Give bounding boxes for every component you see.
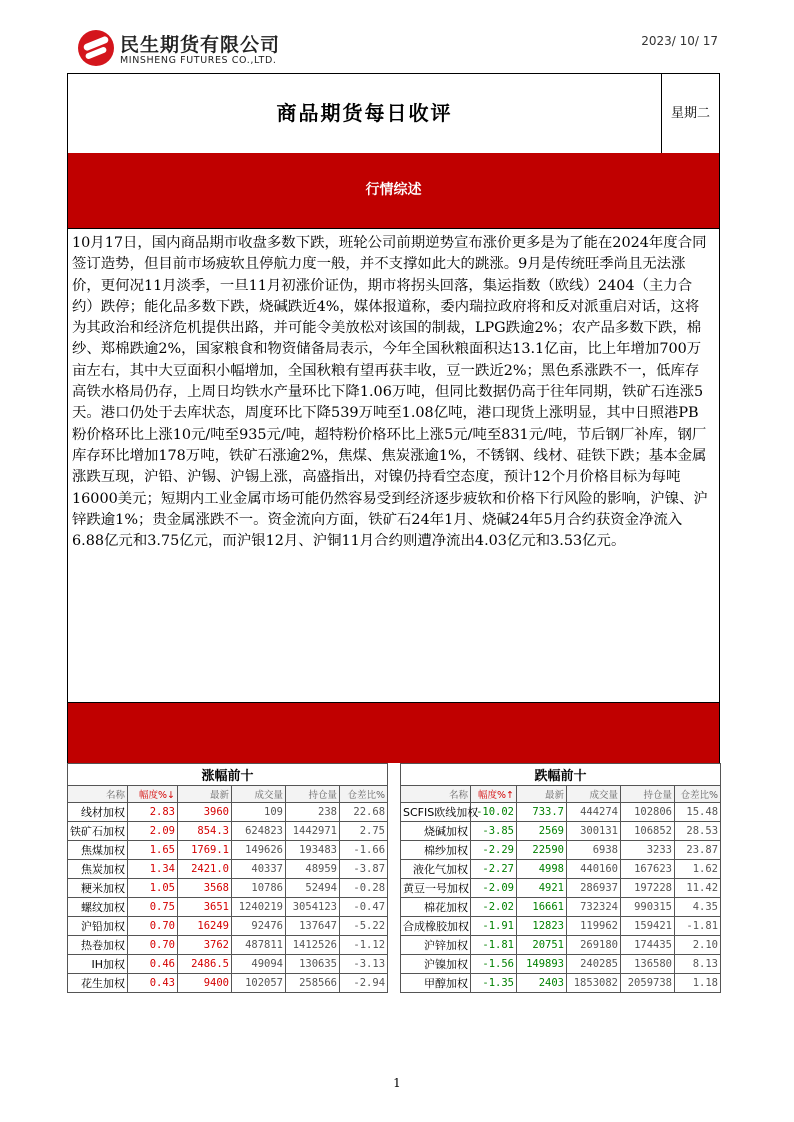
change-cell: -2.29	[471, 841, 517, 860]
volume-cell: 119962	[567, 917, 621, 936]
change-cell: -1.35	[471, 974, 517, 993]
volume-cell: 10786	[232, 879, 286, 898]
oi-cell: 1442971	[286, 822, 340, 841]
name-cell: IH加权	[68, 955, 128, 974]
section-title: 行情综述	[365, 182, 422, 198]
report-date: 2023/ 10/ 17	[641, 34, 718, 48]
change-cell: -10.02	[471, 803, 517, 822]
oi-ratio-cell: -2.94	[340, 974, 388, 993]
last-cell: 2486.5	[178, 955, 232, 974]
volume-cell: 1240219	[232, 898, 286, 917]
volume-cell: 40337	[232, 860, 286, 879]
name-cell: 沪铅加权	[68, 917, 128, 936]
table-row[interactable]	[401, 936, 721, 955]
oi-ratio-cell: 8.13	[675, 955, 721, 974]
oi-ratio-cell: -0.28	[340, 879, 388, 898]
volume-cell: 487811	[232, 936, 286, 955]
last-cell: 16661	[517, 898, 567, 917]
oi-ratio-cell: -1.81	[675, 917, 721, 936]
name-cell: 液化气加权	[401, 860, 471, 879]
column-header[interactable]: 仓差比%	[340, 786, 388, 803]
name-cell: 铁矿石加权	[68, 822, 128, 841]
volume-cell: 300131	[567, 822, 621, 841]
oi-cell: 106852	[621, 822, 675, 841]
oi-ratio-cell: -3.13	[340, 955, 388, 974]
table-row[interactable]	[68, 803, 388, 822]
oi-ratio-cell: 2.75	[340, 822, 388, 841]
change-cell: -1.81	[471, 936, 517, 955]
oi-cell: 3054123	[286, 898, 340, 917]
volume-cell: 6938	[567, 841, 621, 860]
change-cell: -2.27	[471, 860, 517, 879]
volume-cell: 440160	[567, 860, 621, 879]
last-cell: 3762	[178, 936, 232, 955]
gainers-table	[67, 763, 388, 993]
table-row[interactable]	[401, 917, 721, 936]
report-title: 商品期货每日收评	[68, 74, 662, 153]
oi-ratio-cell: -5.22	[340, 917, 388, 936]
change-cell: -1.91	[471, 917, 517, 936]
oi-cell: 159421	[621, 917, 675, 936]
last-cell: 149893	[517, 955, 567, 974]
company-name-cn: 民生期货有限公司	[120, 34, 281, 56]
volume-cell: 269180	[567, 936, 621, 955]
table-row[interactable]	[68, 917, 388, 936]
volume-cell: 240285	[567, 955, 621, 974]
table-row[interactable]	[401, 860, 721, 879]
change-cell: 1.65	[128, 841, 178, 860]
oi-cell: 193483	[286, 841, 340, 860]
volume-cell: 92476	[232, 917, 286, 936]
table-row[interactable]	[68, 974, 388, 993]
oi-cell: 102806	[621, 803, 675, 822]
table-row[interactable]	[68, 955, 388, 974]
page-number: 1	[393, 1076, 401, 1090]
company-name-en: MINSHENG FUTURES CO.,LTD.	[120, 55, 277, 66]
last-cell: 2403	[517, 974, 567, 993]
table-row[interactable]	[401, 955, 721, 974]
oi-cell: 174435	[621, 936, 675, 955]
oi-ratio-cell: -3.87	[340, 860, 388, 879]
company-logo	[78, 28, 318, 74]
change-cell: 2.83	[128, 803, 178, 822]
volume-cell: 149626	[232, 841, 286, 860]
oi-ratio-cell: -0.47	[340, 898, 388, 917]
oi-cell: 197228	[621, 879, 675, 898]
change-cell: 0.43	[128, 974, 178, 993]
oi-ratio-cell: 15.48	[675, 803, 721, 822]
last-cell: 16249	[178, 917, 232, 936]
last-cell: 4921	[517, 879, 567, 898]
title-row	[68, 74, 719, 154]
last-cell: 4998	[517, 860, 567, 879]
column-header[interactable]: 仓差比%	[675, 786, 721, 803]
oi-cell: 136580	[621, 955, 675, 974]
oi-cell: 130635	[286, 955, 340, 974]
name-cell: 合成橡胶加权	[401, 917, 471, 936]
weekday: 星期二	[670, 106, 710, 121]
change-cell: 1.05	[128, 879, 178, 898]
last-cell: 3651	[178, 898, 232, 917]
table-row[interactable]	[68, 841, 388, 860]
oi-ratio-cell: 4.35	[675, 898, 721, 917]
oi-cell: 3233	[621, 841, 675, 860]
name-cell: 烧碱加权	[401, 822, 471, 841]
volume-cell: 102057	[232, 974, 286, 993]
oi-cell: 1412526	[286, 936, 340, 955]
change-cell: 2.09	[128, 822, 178, 841]
name-cell: 粳米加权	[68, 879, 128, 898]
change-cell: -3.85	[471, 822, 517, 841]
table-row[interactable]	[401, 803, 721, 822]
change-cell: 0.70	[128, 917, 178, 936]
table-row[interactable]	[401, 822, 721, 841]
change-cell: -2.09	[471, 879, 517, 898]
oi-cell: 990315	[621, 898, 675, 917]
column-header[interactable]: 持仓量	[286, 786, 340, 803]
oi-ratio-cell: 23.87	[675, 841, 721, 860]
oi-ratio-cell: 1.62	[675, 860, 721, 879]
column-header[interactable]: 成交量	[232, 786, 286, 803]
last-cell: 22590	[517, 841, 567, 860]
last-cell: 2421.0	[178, 860, 232, 879]
losers-table	[400, 763, 721, 993]
oi-cell: 137647	[286, 917, 340, 936]
volume-cell: 109	[232, 803, 286, 822]
oi-cell: 258566	[286, 974, 340, 993]
table-row[interactable]	[401, 841, 721, 860]
volume-cell: 286937	[567, 879, 621, 898]
column-header[interactable]: 持仓量	[621, 786, 675, 803]
volume-cell: 732324	[567, 898, 621, 917]
oi-ratio-cell: 1.18	[675, 974, 721, 993]
column-header[interactable]: 成交量	[567, 786, 621, 803]
volume-cell: 1853082	[567, 974, 621, 993]
table-row[interactable]	[68, 860, 388, 879]
change-cell: 0.75	[128, 898, 178, 917]
table-row[interactable]	[68, 822, 388, 841]
name-cell: 棉花加权	[401, 898, 471, 917]
table-row[interactable]	[68, 898, 388, 917]
name-cell: 棉纱加权	[401, 841, 471, 860]
last-cell: 854.3	[178, 822, 232, 841]
oi-ratio-cell: 28.53	[675, 822, 721, 841]
gainers-title: 涨幅前十	[68, 764, 388, 786]
change-cell: 0.46	[128, 955, 178, 974]
name-cell: 花生加权	[68, 974, 128, 993]
name-cell: 螺纹加权	[68, 898, 128, 917]
table-row[interactable]	[68, 879, 388, 898]
column-header[interactable]: 幅度%↑	[471, 786, 517, 803]
table-row[interactable]	[401, 879, 721, 898]
last-cell: 3568	[178, 879, 232, 898]
oi-ratio-cell: -1.66	[340, 841, 388, 860]
last-cell: 3960	[178, 803, 232, 822]
column-header[interactable]: 名称	[401, 786, 471, 803]
change-cell: -1.56	[471, 955, 517, 974]
column-header[interactable]: 幅度%↓	[128, 786, 178, 803]
change-cell: -2.02	[471, 898, 517, 917]
table-row[interactable]	[401, 898, 721, 917]
column-header[interactable]: 最新	[178, 786, 232, 803]
name-cell: 焦炭加权	[68, 860, 128, 879]
last-cell: 20751	[517, 936, 567, 955]
table-row[interactable]	[401, 974, 721, 993]
last-cell: 733.7	[517, 803, 567, 822]
column-header[interactable]: 名称	[68, 786, 128, 803]
section-divider-band	[68, 702, 719, 763]
change-cell: 0.70	[128, 936, 178, 955]
change-cell: 1.34	[128, 860, 178, 879]
oi-cell: 52494	[286, 879, 340, 898]
name-cell: 沪镍加权	[401, 955, 471, 974]
losers-title: 跌幅前十	[401, 764, 721, 786]
oi-ratio-cell: 11.42	[675, 879, 721, 898]
oi-cell: 2059738	[621, 974, 675, 993]
volume-cell: 49094	[232, 955, 286, 974]
name-cell: 热卷加权	[68, 936, 128, 955]
table-row[interactable]	[68, 936, 388, 955]
oi-cell: 48959	[286, 860, 340, 879]
last-cell: 9400	[178, 974, 232, 993]
column-header[interactable]: 最新	[517, 786, 567, 803]
report-frame	[67, 73, 720, 763]
market-summary-text: 10月17日，国内商品期市收盘多数下跌，班轮公司前期逆势宣布涨价更多是为了能在2024年度合同签订造势，但目前市场疲软且停航力度一般，并不支撑如此大的跳涨。9月是传统旺季尚且无法涨价，更何况11月淡季，一旦11月初涨价证伪，期市将拐头回落，集运指数（欧线）2404（主力合约）跌停；能化品多数下跌，烧碱跌近4%，媒体报道称，委内瑞拉政府将和反对派重启对话，这将为其政治和经济危机提供出路，并可能令美放松对该国的制裁，LPG跌逾2%；农产品多数下跌，棉纱、郑棉跌逾2%，国家粮食和物资储备局表示，今年全国秋粮面积达13.1亿亩，比上年增加700万亩左右，其中大豆面积小幅增加，全国秋粮有望再获丰收，豆一跌近2%；黑色系涨跌不一，低库存高铁水格局仍存，上周日均铁水产量环比下降1.06万吨，但同比数据仍高于往年同期，铁矿石连涨5天。港口仍处于去库状态，周度环比下降539万吨至1.08亿吨，港口现货上涨明显，其中日照港PB粉价格环比上涨10元/吨至935元/吨，超特粉价格环比上涨5元/吨至831元/吨，节后钢厂补库，钢厂库存环比增加178万吨，铁矿石涨逾2%，焦煤、焦炭涨逾1%，不锈钢、线材、硅铁下跌；基本金属涨跌互现，沪铅、沪锡、沪锡上涨，高盛指出，对镍仍持看空态度，预计12个月价格目标为每吨16000美元；短期内工业金属市场可能仍然容易受到经济逐步疲软和价格下行风险的影响，沪镍、沪锌跌逾1%；贵金属涨跌不一。资金流向方面，铁矿石24年1月、烧碱24年5月合约获资金净流入6.88亿元和3.75亿元，而沪银12月、沪铜11月合约则遭净流出4.03亿元和3.53亿元。	[72, 235, 708, 550]
minsheng-logo-icon	[78, 30, 114, 66]
oi-ratio-cell: 2.10	[675, 936, 721, 955]
section-header-band	[68, 153, 719, 229]
oi-ratio-cell: -1.12	[340, 936, 388, 955]
name-cell: 甲醇加权	[401, 974, 471, 993]
volume-cell: 624823	[232, 822, 286, 841]
oi-ratio-cell: 22.68	[340, 803, 388, 822]
name-cell: SCFIS欧线加权	[401, 803, 471, 822]
last-cell: 12823	[517, 917, 567, 936]
name-cell: 黄豆一号加权	[401, 879, 471, 898]
last-cell: 1769.1	[178, 841, 232, 860]
oi-cell: 167623	[621, 860, 675, 879]
name-cell: 焦煤加权	[68, 841, 128, 860]
last-cell: 2569	[517, 822, 567, 841]
oi-cell: 238	[286, 803, 340, 822]
volume-cell: 444274	[567, 803, 621, 822]
name-cell: 沪锌加权	[401, 936, 471, 955]
name-cell: 线材加权	[68, 803, 128, 822]
